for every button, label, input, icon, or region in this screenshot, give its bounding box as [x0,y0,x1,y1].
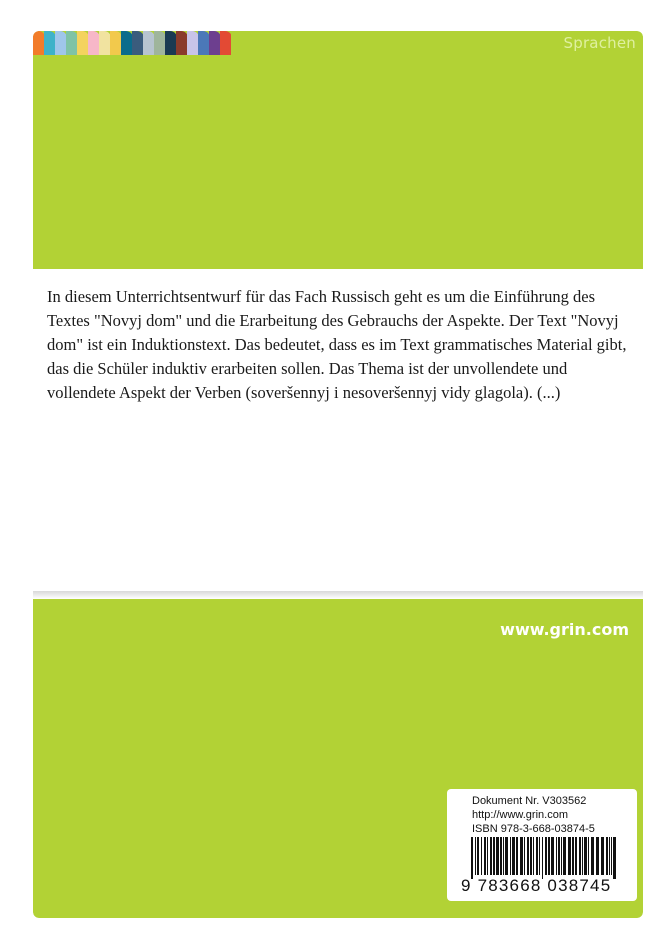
barcode-bar [484,837,486,875]
barcode-bar [575,837,577,875]
barcode-bar [596,837,599,875]
cover-footer-band [33,599,643,918]
barcode-bar [539,837,540,875]
barcode-bar [591,837,594,875]
website-label: www.grin.com [500,620,629,639]
barcode-bar [572,837,574,875]
barcode-bar [548,837,550,875]
barcode-bar [516,837,518,875]
barcode-bar [527,837,529,875]
barcode-bar [551,837,554,875]
barcode-bar [475,837,476,875]
barcode-bar [558,837,560,875]
barcode-bar [500,837,502,875]
barcode-bar [579,837,581,875]
barcode-bar [487,837,488,875]
barcode-bar [606,837,608,875]
barcode-bar [611,837,612,875]
barcode-bar [613,837,616,879]
barcode-bar [503,837,504,875]
barcode-bar [582,837,583,875]
barcode-bar [536,837,538,875]
barcode-bar [481,837,482,875]
barcode-bar [510,837,511,875]
barcode-bar [563,837,566,875]
color-stripes [33,31,231,55]
abstract-panel [33,269,643,591]
barcode-digits: 9 783668 038745 [461,876,612,895]
barcode-bar [477,837,479,875]
panel-shadow [33,591,643,599]
book-back-cover [33,31,643,918]
cover-header-band [33,31,643,269]
isbn-label: ISBN 978-3-668-03874-5 [472,823,595,835]
barcode-bar [588,837,589,875]
barcode-bar [493,837,495,875]
document-number: Dokument Nr. V303562 [472,795,587,807]
barcode-bar [556,837,557,875]
barcode-bar [561,837,562,875]
barcode-bar [471,837,473,879]
barcode-bar [512,837,515,875]
barcode-bar [568,837,571,875]
barcode-box [447,789,637,901]
barcode-bar [520,837,523,875]
barcode-bar [545,837,547,875]
barcode-bar [601,837,604,875]
abstract-text: In diesem Unterrichtsentwurf für das Fach Russisch geht es um die Einführung des Textes "Novyj dom" und die Erarbeitung des Gebrauchs der Aspekte. Der Text "Novyj dom" ist ein Induktionstext. Das bedeutet, dass es im Text grammatisches Material gibt, das die Schüler induktiv erarbeiten sollen. Das Thema ist der unvollendete und vollendete Aspekt der Verben (soveršennyj i nesoveršennyj vidy glagola). (...) [47,287,627,402]
barcode-bar [542,837,543,879]
barcode-image [471,837,617,879]
barcode-bar [530,837,532,875]
category-label: Sprachen [563,34,636,52]
barcode-bar [496,837,499,875]
barcode-bar [584,837,587,875]
barcode-bar [524,837,525,875]
barcode-bar [609,837,610,875]
barcode-bar [490,837,492,875]
color-stripe [220,31,231,55]
barcode-bar [505,837,508,875]
document-url: http://www.grin.com [472,809,568,821]
barcode-bar [533,837,534,875]
